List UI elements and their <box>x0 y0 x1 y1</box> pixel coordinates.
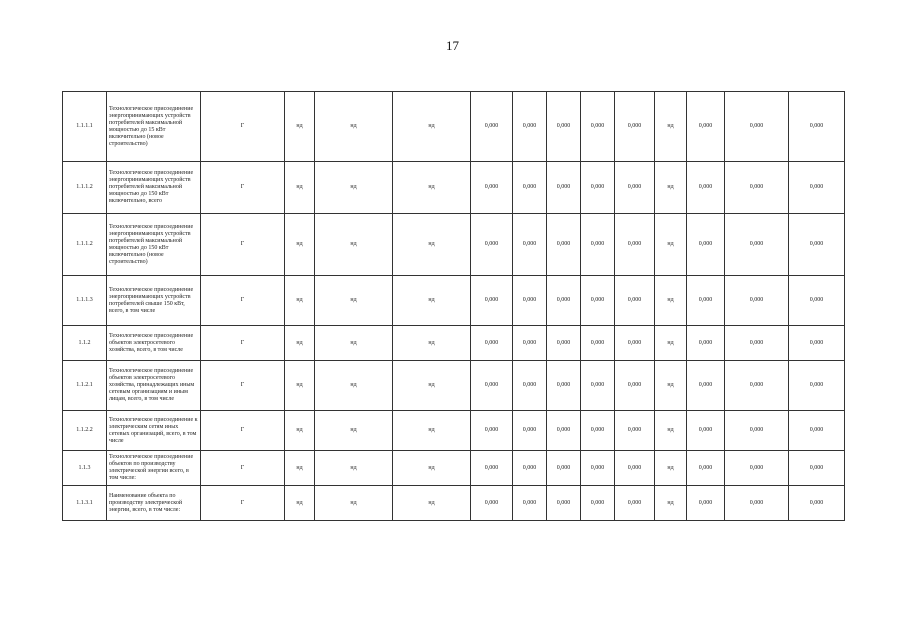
row-code: 1.1.2 <box>63 326 107 361</box>
table-row <box>63 326 845 361</box>
table-cell: 0,000 <box>471 361 513 411</box>
table-row <box>63 451 845 486</box>
table-cell: Г <box>201 92 285 162</box>
table-cell: 0,000 <box>471 451 513 486</box>
row-code: 1.1.1.2 <box>63 214 107 276</box>
table-cell: 0,000 <box>789 411 845 451</box>
table-cell: 0,000 <box>615 486 655 521</box>
table-cell: 0,000 <box>687 214 725 276</box>
table-cell: 0,000 <box>789 361 845 411</box>
table-cell: 0,000 <box>725 162 789 214</box>
row-code: 1.1.1.1 <box>63 92 107 162</box>
table-cell: 0,000 <box>513 326 547 361</box>
table-cell: 0,000 <box>615 451 655 486</box>
table-cell: 0,000 <box>513 411 547 451</box>
table-cell: 0,000 <box>547 326 581 361</box>
table-cell: 0,000 <box>687 92 725 162</box>
table-cell: нд <box>285 411 315 451</box>
table-cell: нд <box>655 276 687 326</box>
table-cell: нд <box>315 214 393 276</box>
table-cell: 0,000 <box>513 214 547 276</box>
table-cell: 0,000 <box>615 92 655 162</box>
row-code: 1.1.1.3 <box>63 276 107 326</box>
table-cell: 0,000 <box>725 92 789 162</box>
table-cell: 0,000 <box>581 361 615 411</box>
table-cell: 0,000 <box>581 486 615 521</box>
table-cell: 0,000 <box>513 451 547 486</box>
table-cell: нд <box>393 92 471 162</box>
table-cell: 0,000 <box>471 214 513 276</box>
table-cell: 0,000 <box>615 276 655 326</box>
table-cell: нд <box>655 411 687 451</box>
table-cell: 0,000 <box>725 451 789 486</box>
table-cell: 0,000 <box>725 276 789 326</box>
table-cell: 0,000 <box>513 162 547 214</box>
table-cell: 0,000 <box>581 92 615 162</box>
table-row <box>63 361 845 411</box>
table-cell: 0,000 <box>615 361 655 411</box>
table-cell: 0,000 <box>513 486 547 521</box>
table-cell: 0,000 <box>687 162 725 214</box>
table-cell: 0,000 <box>581 451 615 486</box>
table-cell: Г <box>201 326 285 361</box>
table-cell: 0,000 <box>513 361 547 411</box>
table-cell: нд <box>315 411 393 451</box>
table-row <box>63 276 845 326</box>
table-cell: нд <box>393 326 471 361</box>
table-cell: 0,000 <box>789 326 845 361</box>
table-cell: 0,000 <box>581 276 615 326</box>
table-cell: нд <box>315 486 393 521</box>
row-description: Технологическое присоединение объектов по производству электрической энергии всего, в том числе: <box>107 451 201 486</box>
table-cell: 0,000 <box>615 214 655 276</box>
table-cell: 0,000 <box>471 486 513 521</box>
table-cell: 0,000 <box>581 411 615 451</box>
table-cell: нд <box>315 92 393 162</box>
table-cell: 0,000 <box>789 486 845 521</box>
row-code: 1.1.1.2 <box>63 162 107 214</box>
table-cell: 0,000 <box>725 486 789 521</box>
table-cell: нд <box>655 361 687 411</box>
table-cell: 0,000 <box>471 162 513 214</box>
table-cell: нд <box>393 162 471 214</box>
table-cell: 0,000 <box>789 214 845 276</box>
table-row <box>63 214 845 276</box>
row-code: 1.1.3.1 <box>63 486 107 521</box>
table-cell: 0,000 <box>547 361 581 411</box>
table-cell: нд <box>655 326 687 361</box>
table-row <box>63 486 845 521</box>
table-cell: нд <box>393 276 471 326</box>
table-cell: нд <box>655 162 687 214</box>
table-cell: 0,000 <box>789 92 845 162</box>
table-cell: 0,000 <box>581 162 615 214</box>
table-cell: 0,000 <box>725 411 789 451</box>
table-cell: 0,000 <box>725 214 789 276</box>
table-cell: 0,000 <box>687 276 725 326</box>
table-cell: нд <box>393 451 471 486</box>
table-cell: нд <box>655 486 687 521</box>
table-cell: 0,000 <box>789 451 845 486</box>
table-cell: 0,000 <box>471 326 513 361</box>
table-cell: 0,000 <box>513 276 547 326</box>
table-cell: 0,000 <box>471 411 513 451</box>
row-description: Технологическое присоединение энергопринимающих устройств потребителей максимальной мощностью до 150 кВт включительно (новое строительство) <box>107 214 201 276</box>
row-description: Наименование объекта по производству электрической энергии, всего, в том числе: <box>107 486 201 521</box>
table-cell: нд <box>315 451 393 486</box>
table-cell: нд <box>285 162 315 214</box>
table-cell: нд <box>315 162 393 214</box>
table-cell: 0,000 <box>789 162 845 214</box>
table-cell: 0,000 <box>471 92 513 162</box>
table-cell: 0,000 <box>615 411 655 451</box>
row-description: Технологическое присоединение к электрическим сетям иных сетевых организаций, всего, в том числе <box>107 411 201 451</box>
table-row <box>63 92 845 162</box>
table-cell: Г <box>201 276 285 326</box>
table-cell: 0,000 <box>581 214 615 276</box>
table-cell: 0,000 <box>547 486 581 521</box>
table-cell: 0,000 <box>687 411 725 451</box>
table-cell: 0,000 <box>581 326 615 361</box>
table-cell: нд <box>285 326 315 361</box>
table-cell: нд <box>655 92 687 162</box>
table-cell: нд <box>655 451 687 486</box>
table-cell: 0,000 <box>547 162 581 214</box>
row-code: 1.1.2.1 <box>63 361 107 411</box>
table-cell: 0,000 <box>615 162 655 214</box>
table-cell: нд <box>393 486 471 521</box>
table-cell: нд <box>315 276 393 326</box>
table-cell: нд <box>315 326 393 361</box>
row-code: 1.1.2.2 <box>63 411 107 451</box>
table-cell: 0,000 <box>547 214 581 276</box>
table-cell: 0,000 <box>471 276 513 326</box>
page-number: 17 <box>446 38 459 53</box>
table-cell: Г <box>201 361 285 411</box>
table-cell: нд <box>393 214 471 276</box>
table-cell: 0,000 <box>687 486 725 521</box>
table-cell: нд <box>285 361 315 411</box>
table-cell: 0,000 <box>547 451 581 486</box>
row-description: Технологическое присоединение энергопринимающих устройств потребителей свыше 150 кВт, всего, в том числе <box>107 276 201 326</box>
table-cell: 0,000 <box>687 361 725 411</box>
table-cell: 0,000 <box>615 326 655 361</box>
table-row <box>63 411 845 451</box>
row-code: 1.1.3 <box>63 451 107 486</box>
table-cell: нд <box>285 276 315 326</box>
table-cell: нд <box>315 361 393 411</box>
table-cell: 0,000 <box>789 276 845 326</box>
table-cell: Г <box>201 162 285 214</box>
table-cell: нд <box>285 486 315 521</box>
table-cell: Г <box>201 451 285 486</box>
table-cell: 0,000 <box>725 361 789 411</box>
table-row <box>63 162 845 214</box>
table-cell: Г <box>201 486 285 521</box>
table-cell: нд <box>285 92 315 162</box>
table-cell: 0,000 <box>513 92 547 162</box>
data-table <box>62 91 845 521</box>
row-description: Технологическое присоединение энергопринимающих устройств потребителей максимальной мощностью до 150 кВт включительно, всего <box>107 162 201 214</box>
table-cell: нд <box>285 214 315 276</box>
table-cell: 0,000 <box>547 92 581 162</box>
table-cell: нд <box>655 214 687 276</box>
table-cell: 0,000 <box>687 326 725 361</box>
row-description: Технологическое присоединение объектов электросетевого хозяйства, всего, в том числе <box>107 326 201 361</box>
table-cell: нд <box>285 451 315 486</box>
table-cell: нд <box>393 411 471 451</box>
table-cell: Г <box>201 214 285 276</box>
table-cell: 0,000 <box>725 326 789 361</box>
table-cell: 0,000 <box>547 411 581 451</box>
table-cell: 0,000 <box>547 276 581 326</box>
table-cell: нд <box>393 361 471 411</box>
table-cell: Г <box>201 411 285 451</box>
row-description: Технологическое присоединение объектов электросетевого хозяйства, принадлежащих иным сетевым организациям и иным лицам, всего, в том числе <box>107 361 201 411</box>
row-description: Технологическое присоединение энергопринимающих устройств потребителей максимальной мощностью до 15 кВт включительно (новое строительство) <box>107 92 201 162</box>
table-cell: 0,000 <box>687 451 725 486</box>
